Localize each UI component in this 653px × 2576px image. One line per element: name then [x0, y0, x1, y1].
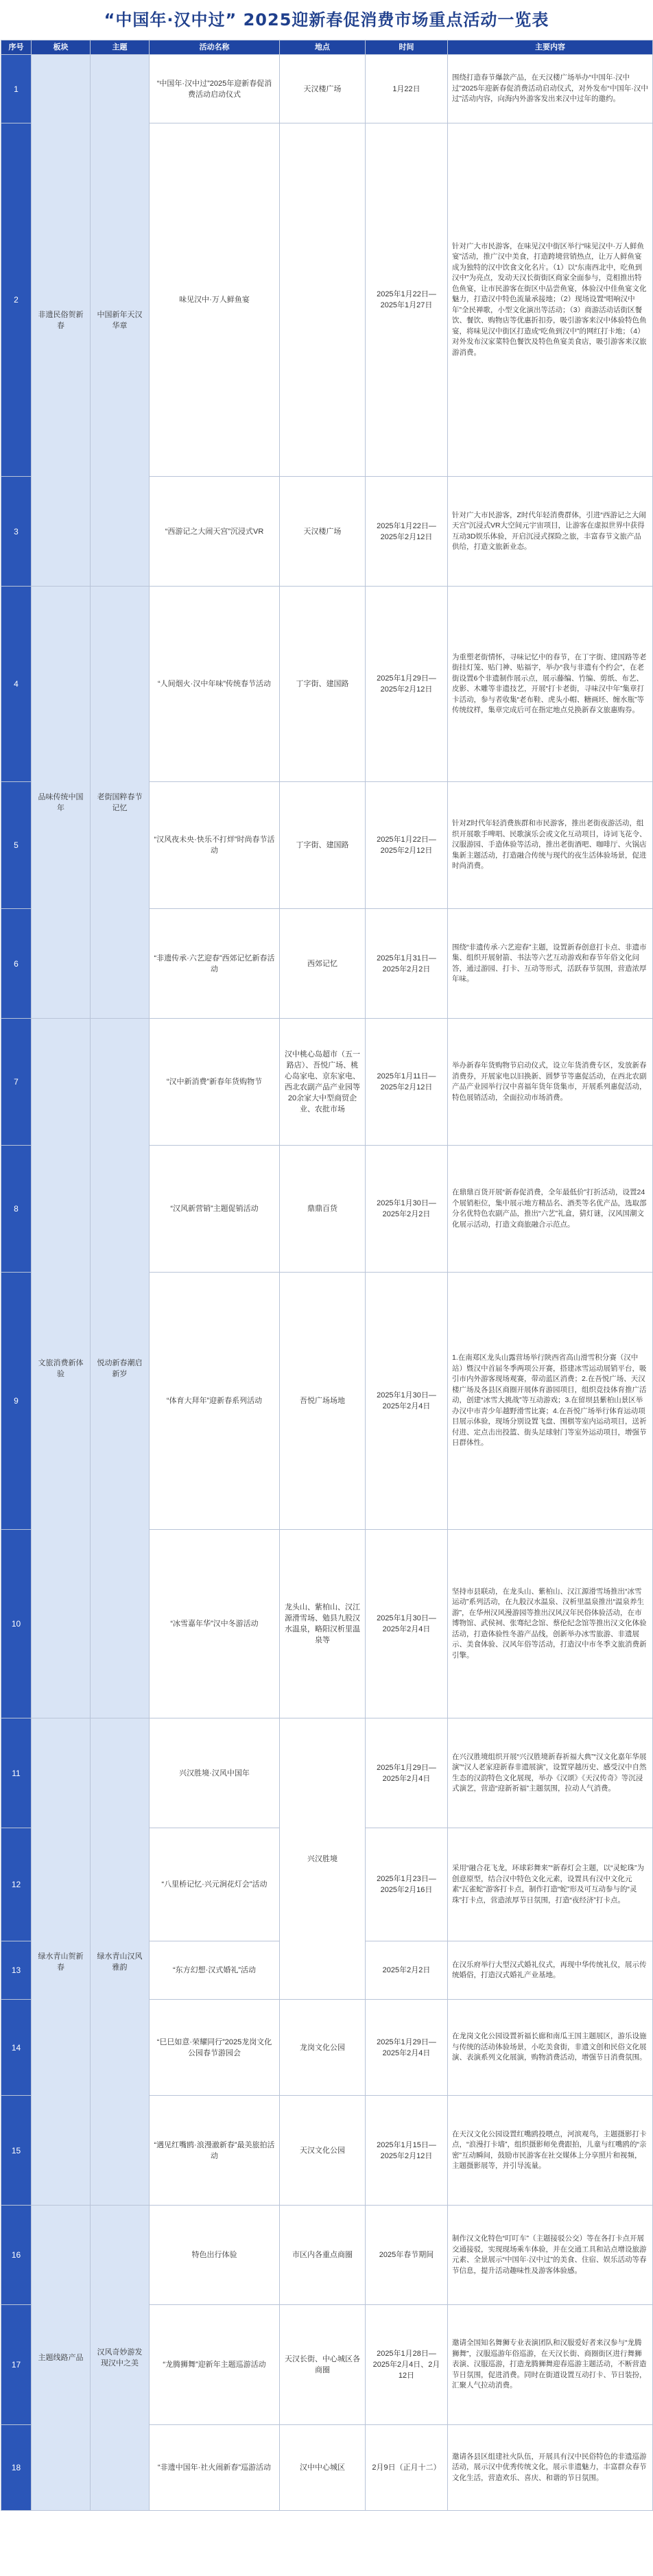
row-number: 5: [1, 782, 32, 909]
activity-content: 在兴汉胜境组织开展“兴汉胜境新春祈福大典”“汉文化嘉年华展演”“汉人老家迎新春非遗展演”，设置穿越历史、感受汉中自然生态的汉韵特色文化展现，举办《汉颂》《天汉传奇》等沉浸式演艺，营造“迎新祈福”主题氛围，拉动人气消费。: [448, 1718, 653, 1828]
activity-name: “非遗中国年·社火闹新春”巡游活动: [150, 2425, 280, 2511]
activity-location: 汉中桃心岛超市（五一路店）、吾悦广场、桃心岛家电、京东家电、西北农副产品产业园等20余家大中型商贸企业、农批市场: [280, 1019, 366, 1146]
activity-content: 坚持市县联动，在龙头山、紫柏山、汉江源滑雪场推出“冰雪运动”系列活动，在九股汉水温泉、汉析里温泉推出“温泉养生游”，在华州汉风漫游园等推出汉风汉年民俗体验活动，在市博物馆、武侯祠、张骞纪念馆、蔡伦纪念馆等推出汉文化体验活动，打造体验性冬游产品线，创新举办冰雪旅游、非遗展示、美食体验、汉风年俗等活动，打造汉中市冬季文旅消费新引擎。: [448, 1530, 653, 1718]
section-theme: 老街国粹春节记忆: [91, 587, 150, 1019]
activity-time: 1月22日: [366, 55, 448, 123]
activity-time: 2025年1月22日—2025年2月12日: [366, 782, 448, 909]
activity-name: “东方幻想·汉式婚礼”活动: [150, 1941, 280, 2000]
activity-time: 2025年1月30日—2025年2月2日: [366, 1146, 448, 1273]
activity-content: 制作汉文化特色“叮叮车”（主题接驳公交）等在各打卡点开展交通接驳，实现现场乘车体验，并在交通工具和站点增设旅游元素、全景展示“中国年·汉中过”的美食、住宿、娱乐活动等春节信息，提升活动趣味性及游客体验感。: [448, 2206, 653, 2305]
table-row: [1, 2206, 653, 2305]
row-number: 13: [1, 1941, 32, 2000]
activity-time: 2025年1月22日—2025年1月27日: [366, 123, 448, 477]
row-number: 14: [1, 2000, 32, 2096]
row-number: 17: [1, 2305, 32, 2425]
table-row: [1, 55, 653, 123]
row-number: 6: [1, 909, 32, 1019]
row-number: 1: [1, 55, 32, 123]
activity-content: 邀请各县区组建社火队伍，开展具有汉中民俗特色的非遗巡游活动，展示汉中优秀传统文化，展示非遗魅力，丰富群众春节文化生活，营造欢乐、喜庆、和谐的节日氛围。: [448, 2425, 653, 2511]
activity-name: “汉风夜未央·快乐不打烊”时尚春节活动: [150, 782, 280, 909]
header-block: 板块: [32, 40, 91, 55]
activity-name: “冰雪嘉年华”汉中冬游活动: [150, 1530, 280, 1718]
section-theme: 中国新年天汉华章: [91, 55, 150, 587]
row-number: 11: [1, 1718, 32, 1828]
header-theme: 主题: [91, 40, 150, 55]
row-number: 2: [1, 123, 32, 477]
activity-name: “非遗传承·六艺迎春”西郊记忆新春活动: [150, 909, 280, 1019]
section-block: 主题线路产品: [32, 2206, 91, 2511]
activity-time: 2025年1月11日—2025年2月12日: [366, 1019, 448, 1146]
activity-content: 针对广大市民游客，Z时代年轻消费群体，引进“西游记之大闹天宫”沉浸式VR大空间元宇宙项目，让游客在虚拟世界中获得互动3D娱乐体验，开启沉浸式探险之旅，丰富春节文旅产品供给，打造文旅新业态。: [448, 477, 653, 587]
row-number: 8: [1, 1146, 32, 1273]
row-number: 7: [1, 1019, 32, 1146]
activity-time: 2025年1月29日—2025年2月4日: [366, 2000, 448, 2096]
activity-location: 天汉文化公园: [280, 2096, 366, 2206]
activity-content: 围绕“非遗传承·六艺迎春”主题，设置新春创意打卡点、非遗市集、组织开展射箭、书法等六艺互动游戏和春节年俗文化问答，通过游园、打卡、互动等形式，活跃春节氛围，营造浓厚年味。: [448, 909, 653, 1019]
activity-location: 丁字街、建国路: [280, 782, 366, 909]
activity-location: 天汉楼广场: [280, 477, 366, 587]
activity-name: “汉风新营销”主题促销活动: [150, 1146, 280, 1273]
activity-location: 市区内各重点商圈: [280, 2206, 366, 2305]
activity-content: 采用“融合花飞龙，环球彩舞来”“新春灯会主题，以“灵蛇珠”为创意原型，结合汉中特色文化元素，设置具有汉中文化元素“瓦雀蛇”游客打卡点，制作打造“蛇”形及可互动参与的“灵珠”打卡点，营造浓厚节日氛围，打造“夜经济”打卡点。: [448, 1828, 653, 1941]
activity-content: 针对Z时代年轻消费族群和市民游客，推出老街夜游活动，组织开展歌手啤唱、民歌演乐会或文化互动项目，诗词飞花令、汉服游园、手造体验等活动，推出老街酒吧、咖啡厅、火锅店集新主题活动，打造融合传统与现代的夜生活体验场景，促进时尚消费。: [448, 782, 653, 909]
activity-time: 2月9日（正月十二）: [366, 2425, 448, 2511]
activity-time: 2025年春节期间: [366, 2206, 448, 2305]
row-number: 4: [1, 587, 32, 782]
section-block: 非遗民俗贺新春: [32, 55, 91, 587]
activity-name: “遇见红嘴鸥·浪漫澈新春”最美旅拍活动: [150, 2096, 280, 2206]
activity-name: 味见汉中·万人鲜鱼宴: [150, 123, 280, 477]
events-table: [1, 40, 653, 2511]
activity-name: “西游记之大闹天宫”沉浸式VR: [150, 477, 280, 587]
section-theme: 汉风奇妙游发现汉中之美: [91, 2206, 150, 2511]
section-theme: 绿水青山汉风雅韵: [91, 1718, 150, 2206]
activity-time: 2025年1月30日—2025年2月4日: [366, 1273, 448, 1530]
table-row: [1, 587, 653, 782]
activity-time: 2025年1月29日—2025年2月12日: [366, 587, 448, 782]
activity-location: 鼎鼎百货: [280, 1146, 366, 1273]
activity-name: “巳巳如意·荣耀同行”2025龙岗文化公园春节游园会: [150, 2000, 280, 2096]
activity-name: “中国年·汉中过”2025年迎新春促消费活动启动仪式: [150, 55, 280, 123]
activity-content: 在汉乐府举行大型汉式婚礼仪式，再现中华传统礼仪，展示传统婚俗，打造汉式婚礼产业基地。: [448, 1941, 653, 2000]
row-number: 3: [1, 477, 32, 587]
section-block: 品味传统中国年: [32, 587, 91, 1019]
activity-location: 龙岗文化公园: [280, 2000, 366, 2096]
activity-content: 围绕打造春节爆款产品，在天汉楼广场举办“中国年·汉中过”2025年迎新春促消费活动启动仪式，对外发布“中国年·汉中过”活动内容，向海内外游客发出来汉中过年的邀约。: [448, 55, 653, 123]
activity-location: [280, 123, 366, 477]
activity-location: 天汉楼广场: [280, 55, 366, 123]
activity-content: 针对广大市民游客，在味见汉中街区举行“味见汉中·万人鲜鱼宴”活动，推广汉中美食，打造跨境营销热点，让万人鲜鱼宴成为独特的汉中饮食文化名片。（1）以“东南西北中，吃鱼到汉中”为亮点，发动天汉长街街区商家全面参与，竞相推出特色鱼宴，让市民游客在街区中品尝鱼宴，体验汉中佳鱼宴文化魅力，打造汉中特色流量承接地；（2）现场设置“唱响汉中年”全民禅歌，小型文化演出等活动；（3）商游活动话街区餐饮、餐饮、购物店等优惠折扣券，吸引游客来汉中体验特色鱼宴，将味见汉中街区打造成“吃鱼到汉中”的网红打卡地；（4）对外发布汉家菜特色餐饮及特色鱼宴美食店，吸引游客来汉旅游消费。: [448, 123, 653, 477]
activity-content: 举办新春年货购物节启动仪式，设立年货消费专区，发放新春消费券，开展家电以旧换新、圆梦节等惠促活动，在西北农副产品产业园举行汉中喜福年货年货集市，开展系列惠促活动，特色展销活动，全面拉动市场消费。: [448, 1019, 653, 1146]
activity-time: 2025年1月31日—2025年2月2日: [366, 909, 448, 1019]
activity-time: 2025年1月23日—2025年2月16日: [366, 1828, 448, 1941]
activity-time: 2025年1月15日—2025年2月12日: [366, 2096, 448, 2206]
activity-content: 邀请全国知名舞狮专业表演团队和汉服爱好者来汉参与“龙腾狮舞”，汉服巡游年俗巡游，在天汉长街、商圈街区进行舞狮表演、汉服巡游，打造龙腾狮舞迎春巡游主题活动，不断营造节日氛围，促进消费。同时在街道设置互动打卡、节日装扮，汇聚人气拉动消费。: [448, 2305, 653, 2425]
header-seq: 序号: [1, 40, 32, 55]
activity-name: “人间烟火·汉中年味”传统春节活动: [150, 587, 280, 782]
row-number: 12: [1, 1828, 32, 1941]
row-number: 15: [1, 2096, 32, 2206]
activity-name: “龙腾狮舞”迎新年主题巡游活动: [150, 2305, 280, 2425]
activity-content: 为重塑老街情怀，寻味记忆中的春节，在丁字街、建国路等老街挂灯笼、贴门神、贴福字，举办“我与非遗有个约会”，在老街设置6个非遗制作展示点，展示藤编、竹编、剪纸、布艺、皮影、木雕等非遗技艺，开展“打卡老街，寻味汉中年”集章打卡活动，参与者收集“老布鞋、虎头小帽、糖画坯、缠水瓶”等传统纹样，集章完成后可在指定地点兑换新春文旅惠购券。: [448, 587, 653, 782]
table-header-row: [1, 40, 653, 55]
activity-time: 2025年1月29日—2025年2月4日: [366, 1718, 448, 1828]
activity-location: 丁字街、建国路: [280, 587, 366, 782]
activity-location: 西郊记忆: [280, 909, 366, 1019]
activity-location: 天汉长街、中心城区各商圈: [280, 2305, 366, 2425]
section-block: 绿水青山贺新春: [32, 1718, 91, 2206]
activity-location: 兴汉胜境: [280, 1718, 366, 2000]
activity-content: 在天汉文化公园设置红嘴鸥投喂点，河滨观鸟，主题摄影打卡点，“浪漫打卡墙”，组织摄影师免费跟拍，儿童与红嘴鸥的“亲密”互动瞬间，鼓励市民游客在社交媒体上分享照片和视频，主题摄影展等，并引导流量。: [448, 2096, 653, 2206]
activity-time: 2025年1月22日—2025年2月12日: [366, 477, 448, 587]
activity-content: 在龙岗文化公园设置祈福长廊和南瓜王国主题展区，游乐设施与传统的活动体验场景，小吃美食街，非遗文创和民俗文化展演、表演系列文化展演，购物消费活动，增强节日消费氛围。: [448, 2000, 653, 2096]
table-row: [1, 1019, 653, 1146]
header-activity-name: 活动名称: [150, 40, 280, 55]
activity-location: 吾悦广场场地: [280, 1273, 366, 1530]
section-theme: 悦动新春潮启新岁: [91, 1019, 150, 1718]
activity-name: “体育大拜年”迎新春系列活动: [150, 1273, 280, 1530]
activity-name: “八里桥记忆·兴元涧花灯会”活动: [150, 1828, 280, 1941]
row-number: 18: [1, 2425, 32, 2511]
table-row: [1, 1718, 653, 1828]
activity-content: 1.在南郑区龙头山露营场举行陕西省高山滑雪积分赛（汉中站）暨汉中首届冬季两项公开赛，搭建冰雪运动展销平台，吸引市内外游客现场观赛，带动蓝区消费；2.在吾悦广场、天汉楼广场及各县区商圈开展体育游园项目，组织竞技体育推广活动，创建“冰雪大挑战”等互动游戏；3.在留坝县紫柏山景区举办汉中市青少年越野滑雪比赛；4.在吾悦广场举行体育运动项目展示体验，现场分别设置飞盘、围棋等室内运动项目，送祈付进、定点击出投篮、街头足球射门等室外运动项目，增强节日群体性。: [448, 1273, 653, 1530]
activity-location: 龙头山、紫柏山、汉江源滑雪场、勉县九股汉水温泉，略阳汉析里温泉等: [280, 1530, 366, 1718]
page-title: “中国年·汉中过” 2025迎新春促消费市场重点活动一览表: [104, 10, 549, 29]
activity-content: 在鼎鼎百货开展“新春促消费，全年最低价”打折活动，设置24个展销柜位，集中展示地方精品名、酒类等名优产品，选取部分名优特色农副产品，推出“六艺”礼盒，猜灯谜，汉风国潮文化展示活动，打造文商旅融合示范点。: [448, 1146, 653, 1273]
activity-location: 汉中中心城区: [280, 2425, 366, 2511]
row-number: 10: [1, 1530, 32, 1718]
header-location: 地点: [280, 40, 366, 55]
activity-time: 2025年1月30日—2025年2月4日: [366, 1530, 448, 1718]
activity-time: 2025年2月2日: [366, 1941, 448, 2000]
row-number: 16: [1, 2206, 32, 2305]
activity-time: 2025年1月28日—2025年2月4日、2月12日: [366, 2305, 448, 2425]
header-time: 时间: [366, 40, 448, 55]
activity-name: “汉中新消费”新春年货购物节: [150, 1019, 280, 1146]
activity-name: 特色出行体验: [150, 2206, 280, 2305]
activity-name: 兴汉胜境·汉风中国年: [150, 1718, 280, 1828]
header-content: 主要内容: [448, 40, 653, 55]
section-block: 文旅消费新体验: [32, 1019, 91, 1718]
row-number: 9: [1, 1273, 32, 1530]
